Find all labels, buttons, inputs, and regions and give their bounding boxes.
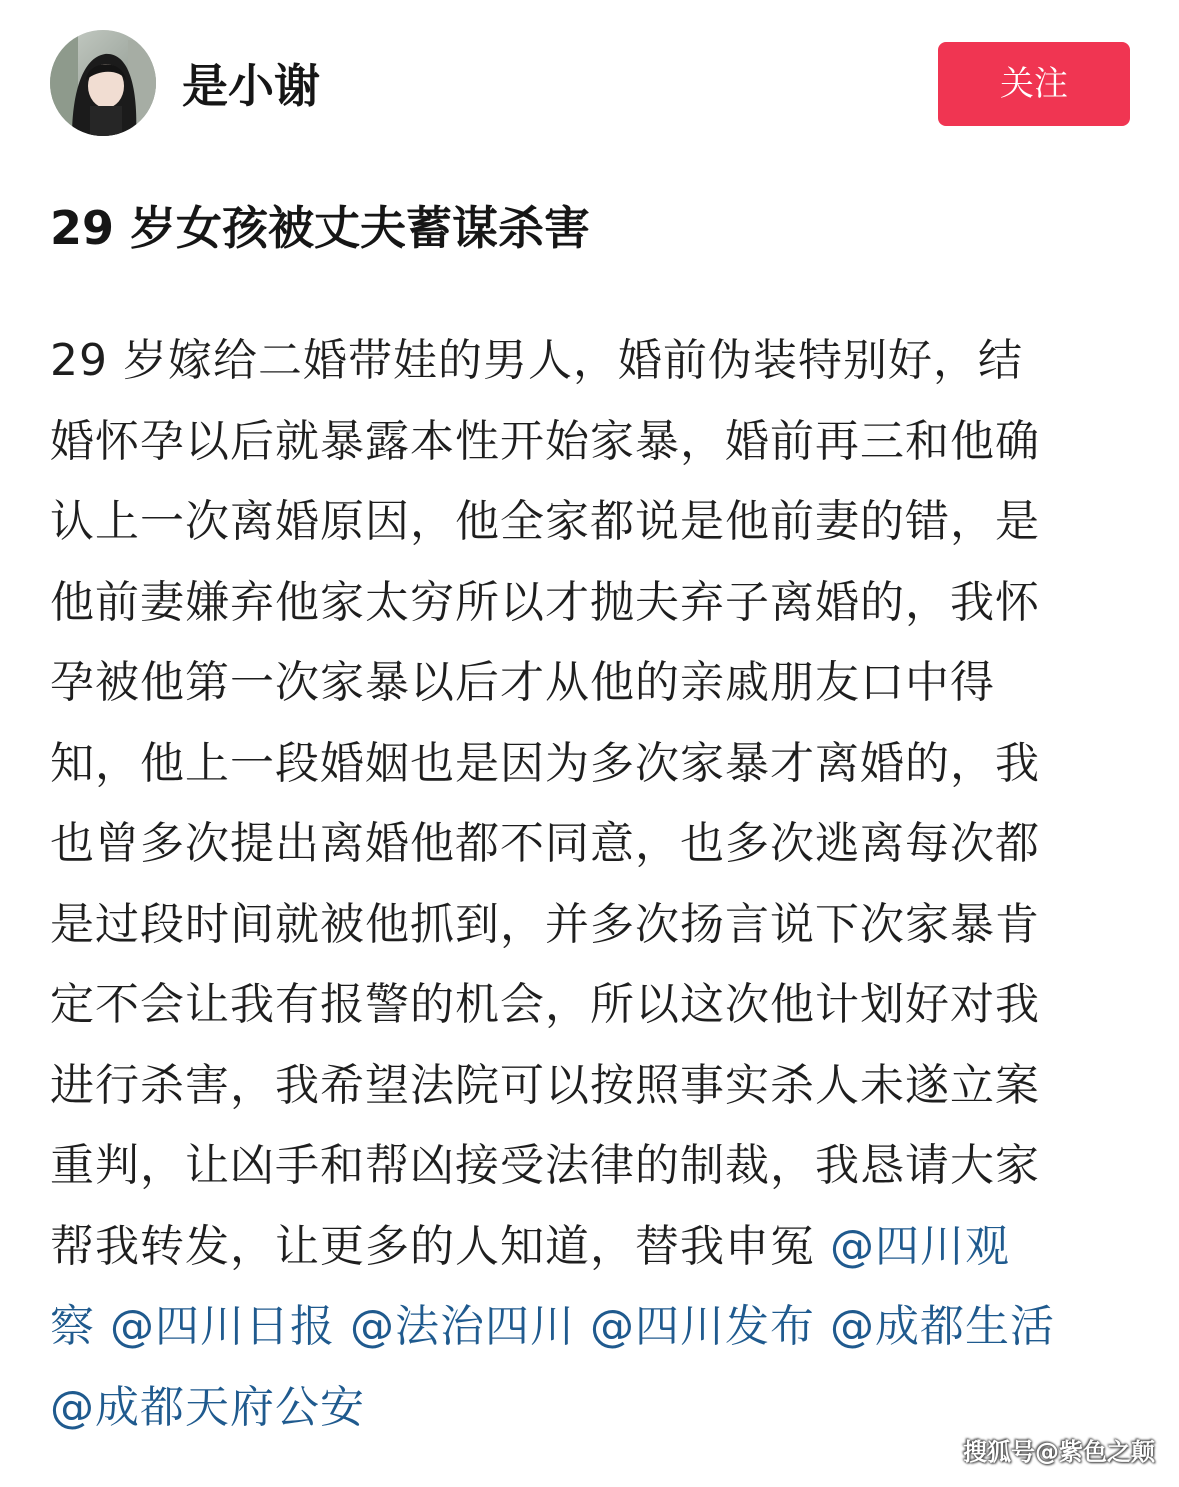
mention-chengdu-tianfu-gongan-link[interactable]: @成都天府公安 (50, 1381, 365, 1433)
watermark: 搜狐号@紫色之颠 (963, 1438, 1155, 1466)
post-line: 知，他上一段婚姻也是因为多次家暴才离婚的，我 (50, 737, 1040, 789)
mention-sichuan-ribao-link[interactable]: @四川日报 (110, 1301, 335, 1352)
follow-button[interactable]: 关注 (938, 42, 1130, 126)
username[interactable]: 是小谢 (182, 59, 320, 113)
mention-sichuan-guancha-link-continued[interactable]: 察 (50, 1301, 95, 1352)
post-header (50, 30, 1130, 140)
post-title: 29 岁女孩被丈夫蓄谋杀害 (50, 201, 591, 255)
avatar[interactable] (50, 30, 156, 136)
post-line: 认上一次离婚原因，他全家都说是他前妻的错，是 (50, 496, 1040, 547)
post-line: 进行杀害，我希望法院可以按照事实杀人未遂立案 (50, 1059, 1040, 1111)
post-line: 孕被他第一次家暴以后才从他的亲戚朋友口中得 (50, 657, 995, 708)
mention-fazhi-sichuan-link[interactable]: @法治四川 (350, 1301, 575, 1352)
mention-chengdu-shenghuo-link[interactable]: @成都生活 (830, 1301, 1055, 1352)
post-line-text: 帮我转发，让更多的人知道，替我申冤 (50, 1220, 830, 1272)
post-line: 婚怀孕以后就暴露本性开始家暴，婚前再三和他确 (50, 415, 1040, 467)
post-line: 是过段时间就被他抓到，并多次扬言说下次家暴肯 (50, 898, 1040, 950)
mention-sichuan-fabu-link[interactable]: @四川发布 (590, 1301, 815, 1352)
post-line: 29 岁嫁给二婚带娃的男人，婚前伪装特别好，结 (50, 335, 1023, 386)
post-line: 重判，让凶手和帮凶接受法律的制裁，我恳请大家 (50, 1140, 1040, 1191)
avatar-portrait-icon (50, 30, 156, 136)
post-body (50, 321, 1130, 1448)
post-line-mentions (50, 1287, 1130, 1368)
post-line: 他前妻嫌弃他家太穷所以才抛夫弃子离婚的，我怀 (50, 576, 1040, 628)
post-line: 也曾多次提出离婚他都不同意，也多次逃离每次都 (50, 818, 1040, 869)
mention-sichuan-guancha-link[interactable]: @四川观 (830, 1220, 1010, 1272)
post-line: 定不会让我有报警的机会，所以这次他计划好对我 (50, 979, 1040, 1030)
post-line-with-mention (50, 1207, 1130, 1288)
